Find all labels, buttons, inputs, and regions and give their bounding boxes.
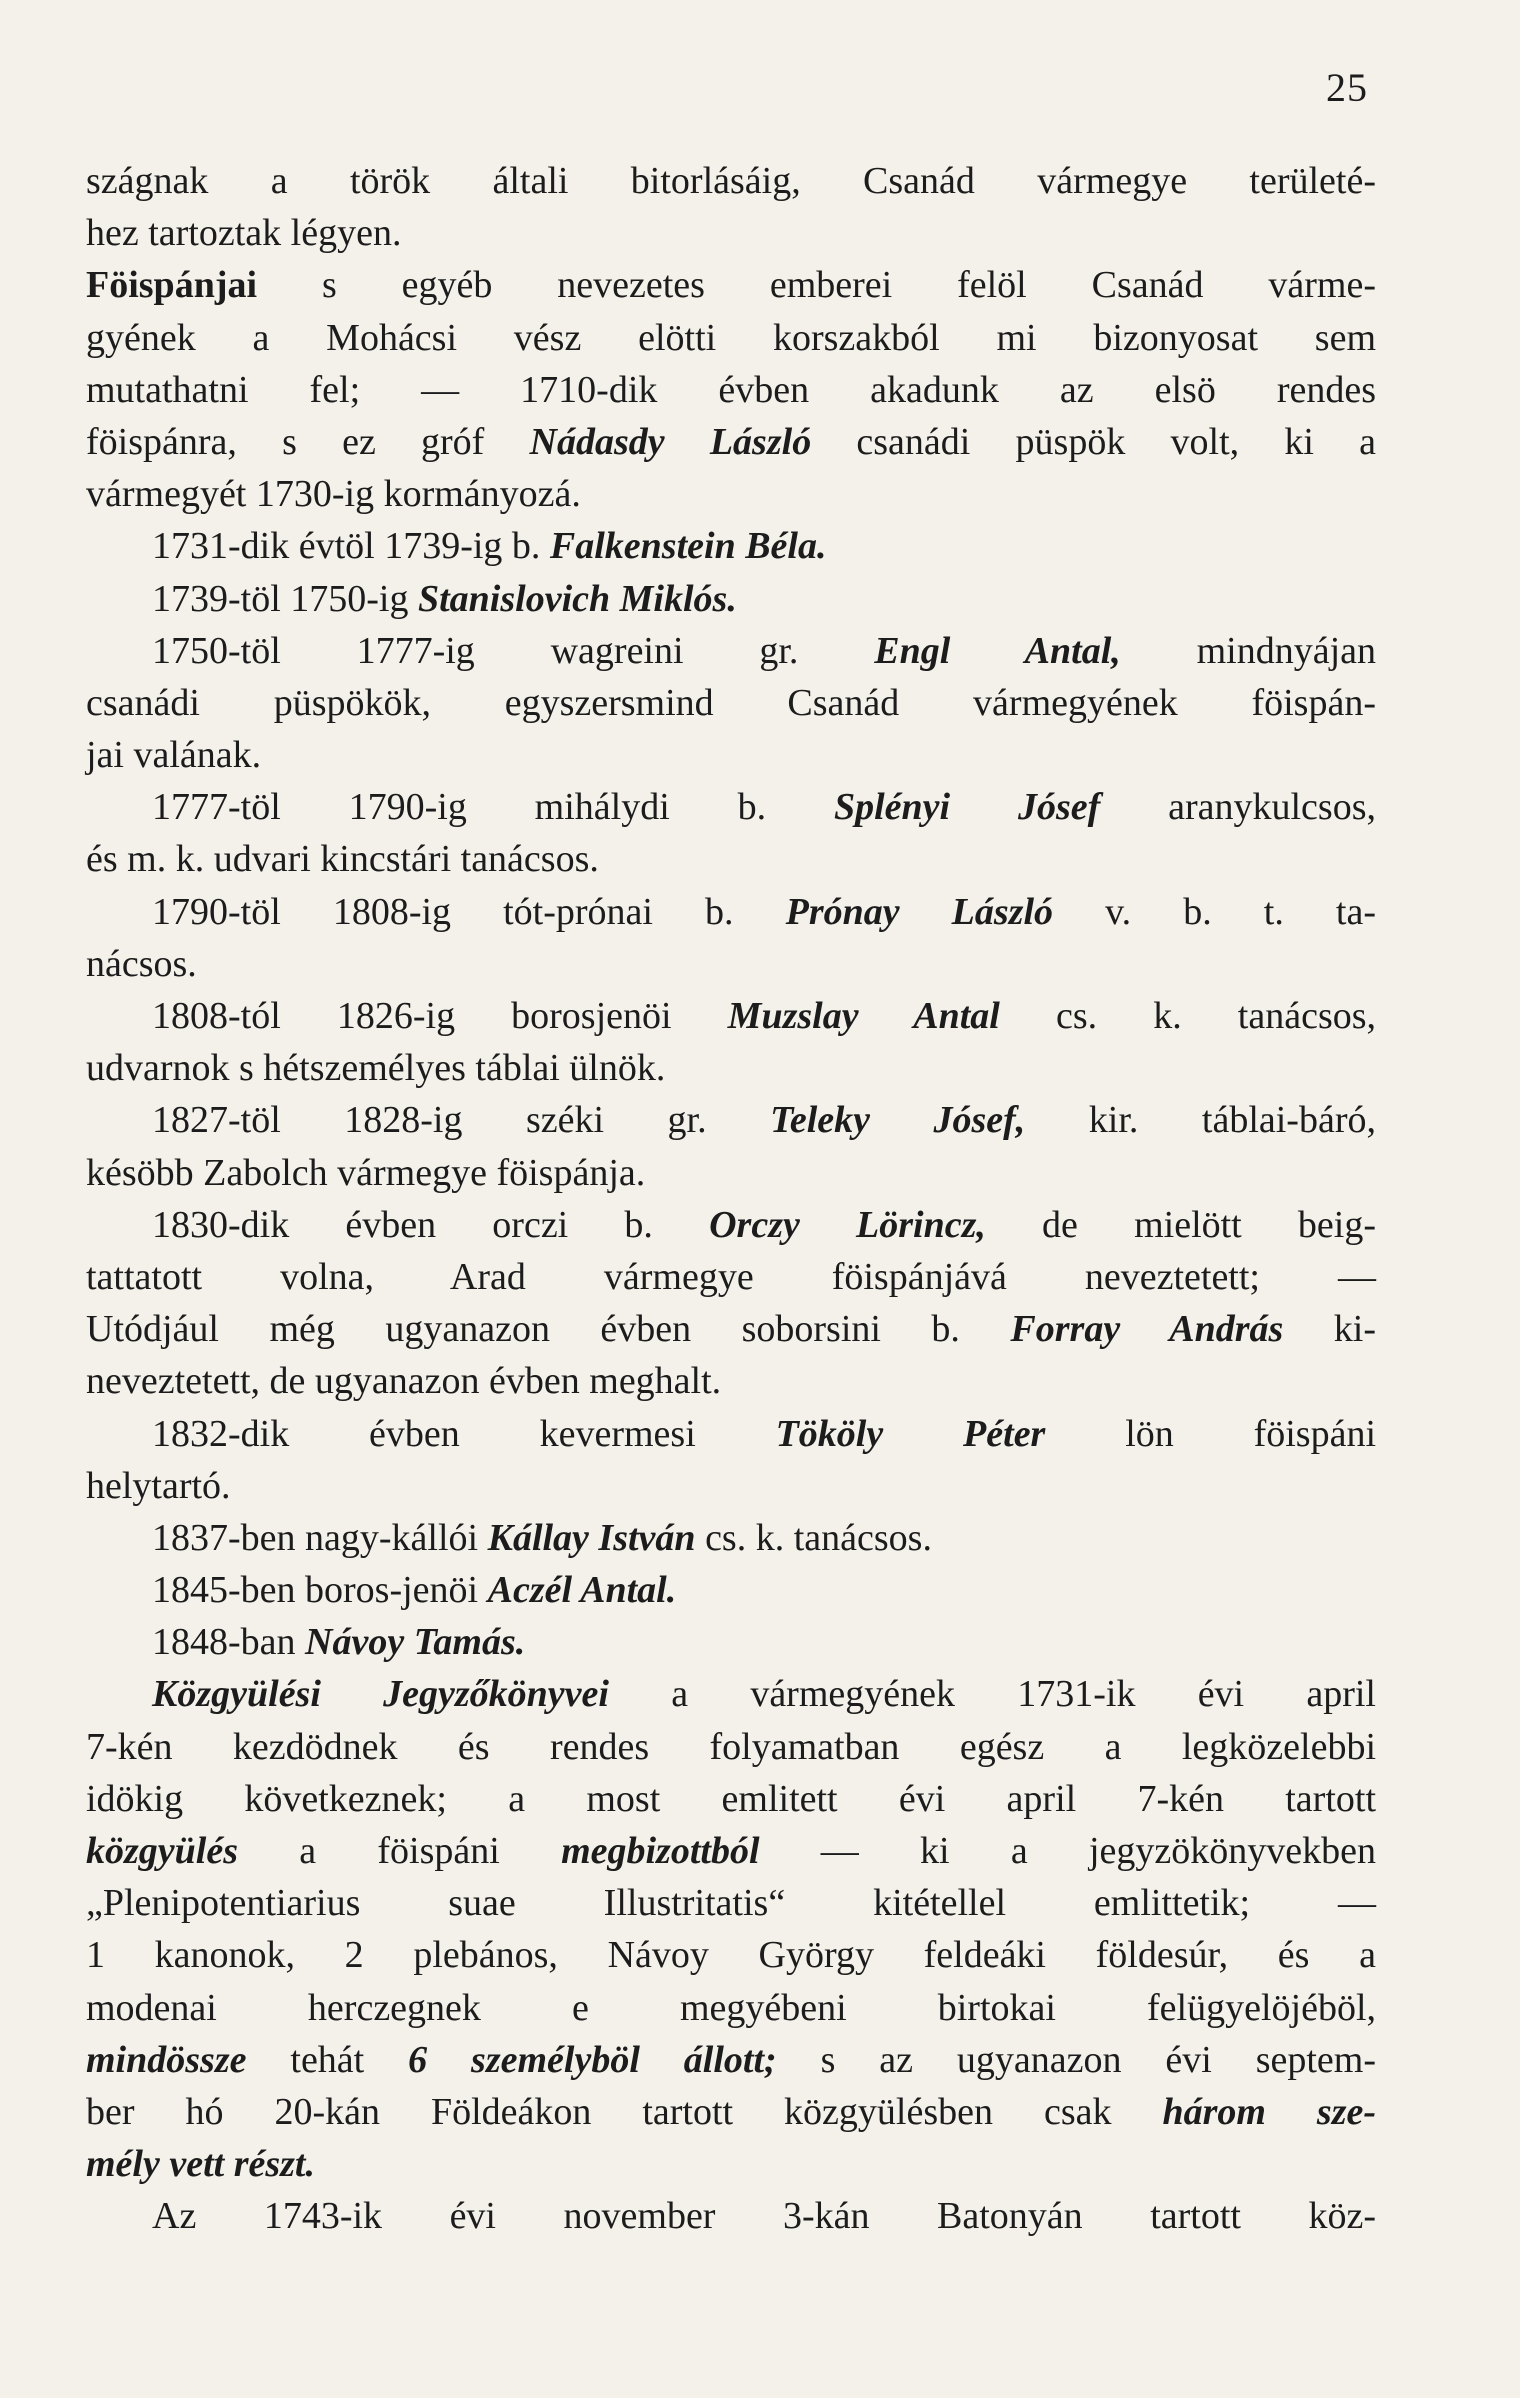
text-run: csanádi püspökök, egyszersmind Csanád vármegyének föispán- — [86, 681, 1376, 724]
emphasized-text: Splényi Jósef — [833, 786, 1101, 829]
emphasized-text: Föispánjai — [86, 264, 258, 307]
text-run: v. b. t. ta- — [1053, 890, 1376, 933]
emphasized-text: Forray András — [1010, 1308, 1284, 1351]
text-line — [86, 468, 1376, 520]
text-line — [86, 1982, 1376, 2034]
text-line — [86, 1929, 1376, 1981]
text-run: hez tartoztak légyen. — [86, 212, 402, 255]
text-run: mindnyájan — [1120, 629, 1376, 672]
text-run: s egyéb nevezetes emberei felöl Csanád várme- — [257, 264, 1376, 307]
text-line — [86, 312, 1376, 364]
text-run: modenai herczegnek e megyébeni birtokai felügyelöjéböl, — [86, 1986, 1376, 2029]
text-line — [86, 1147, 1376, 1199]
emphasized-text: Prónay László — [785, 890, 1054, 933]
text-line — [86, 1355, 1376, 1407]
emphasized-text: megbizottból — [561, 1830, 760, 1872]
text-run: idökig következnek; a most emlitett évi april 7-kén tartott — [86, 1777, 1376, 1820]
text-run: szágnak a török általi bitorlásáig, Csanád vármegye területé- — [86, 160, 1376, 202]
text-line — [86, 1616, 1376, 1668]
text-run: késöbb Zabolch vármegye föispánja. — [86, 1151, 646, 1194]
text-line — [86, 155, 1376, 207]
text-run: 1808-tól 1826-ig borosjenöi — [152, 995, 728, 1037]
emphasized-text: közgyülés — [86, 1830, 238, 1872]
text-run: nácsos. — [86, 942, 197, 985]
text-run: lön föispáni — [1045, 1412, 1376, 1455]
text-run: tattatott volna, Arad vármegye föispánjává neveztetett; — — [86, 1255, 1376, 1298]
text-line — [86, 1042, 1376, 1094]
text-line — [86, 1408, 1376, 1460]
text-run: a vármegyének 1731-ik évi april — [608, 1673, 1376, 1716]
page-number: 25 — [1326, 65, 1368, 110]
text-run: 1739-töl 1750-ig — [152, 577, 418, 620]
text-line — [86, 938, 1376, 990]
text-run: 7-kén kezdödnek és rendes folyamatban egész a legközelebbi — [86, 1725, 1376, 1768]
text-run: Az 1743-ik évi november 3-kán Batonyán tartott köz- — [152, 2195, 1376, 2238]
text-run: 1731-dik évtöl 1739-ig b. — [152, 525, 550, 568]
text-line — [86, 1877, 1376, 1929]
text-run: aranykulcsos, — [1100, 786, 1377, 829]
text-run: jai valának. — [86, 734, 262, 777]
text-line — [86, 625, 1376, 677]
text-line — [86, 416, 1376, 468]
text-run: kir. táblai-báró, — [1025, 1099, 1376, 1142]
emphasized-text: Közgyülési Jegyzőkönyvei — [152, 1673, 609, 1716]
text-run: cs. k. tanácsos, — [999, 995, 1377, 1037]
text-run: helytartó. — [86, 1464, 231, 1507]
emphasized-text: Muzslay Antal — [727, 995, 1000, 1037]
text-run: s az ugyanazon évi septem- — [776, 2038, 1376, 2081]
text-line — [86, 259, 1376, 311]
text-run: udvarnok s hétszemélyes táblai ülnök. — [86, 1047, 666, 1090]
text-line — [86, 990, 1376, 1042]
emphasized-text: Tököly Péter — [775, 1412, 1046, 1455]
emphasized-text: Návoy Tamás. — [305, 1621, 526, 1664]
emphasized-text: Aczél Antal. — [487, 1569, 677, 1612]
text-run: vármegyét 1730-ig kormányozá. — [86, 473, 581, 516]
text-run: de mielött beig- — [985, 1203, 1376, 1246]
text-line — [86, 2138, 1376, 2190]
text-line — [86, 2086, 1376, 2138]
text-run: „Plenipotentiarius suae Illustritatis“ kitétellel emlittetik; — — [86, 1882, 1376, 1925]
text-line — [86, 1773, 1376, 1825]
text-line — [86, 2190, 1376, 2242]
emphasized-text: mindössze — [86, 2038, 247, 2081]
text-run: tehát — [246, 2038, 409, 2081]
text-line — [86, 364, 1376, 416]
emphasized-text: Falkenstein Béla. — [549, 525, 827, 568]
text-line — [86, 1825, 1376, 1877]
emphasized-text: Engl Antal, — [874, 629, 1121, 672]
text-run: 1 kanonok, 2 plebános, Návoy György feldeáki földesúr, és a — [86, 1934, 1376, 1977]
emphasized-text: 6 személyböl állott; — [408, 2038, 777, 2081]
text-run: csanádi püspök volt, ki a — [811, 420, 1376, 463]
text-run: mutathatni fel; — 1710-dik évben akadunk az elsö rendes — [86, 368, 1376, 411]
text-line — [86, 1668, 1376, 1720]
text-line — [86, 1251, 1376, 1303]
text-run: Utódjául még ugyanazon évben soborsini b. — [86, 1308, 1011, 1351]
emphasized-text: három sze- — [1162, 2090, 1376, 2133]
text-run: 1777-töl 1790-ig mihálydi b. — [152, 786, 834, 829]
text-run: 1830-dik évben orczi b. — [152, 1203, 710, 1246]
text-run: — ki a jegyzökönyvekben — [759, 1830, 1376, 1872]
emphasized-text: Kállay István — [487, 1516, 696, 1559]
text-line — [86, 207, 1376, 259]
text-run: föispánra, s ez gróf — [86, 420, 530, 463]
text-line — [86, 1564, 1376, 1616]
text-run: 1832-dik évben kevermesi — [152, 1412, 776, 1455]
text-line — [86, 520, 1376, 572]
text-line — [86, 1460, 1376, 1512]
text-line — [86, 1512, 1376, 1564]
emphasized-text: Teleky Jósef, — [770, 1099, 1026, 1142]
text-run: cs. k. tanácsos. — [695, 1516, 932, 1559]
text-run: ki- — [1283, 1308, 1376, 1351]
emphasized-text: Nádasdy László — [529, 420, 812, 463]
text-line — [86, 677, 1376, 729]
text-line — [86, 1303, 1376, 1355]
emphasized-text: Orczy Lörincz, — [709, 1203, 986, 1246]
text-line — [86, 1199, 1376, 1251]
emphasized-text: mély vett részt. — [86, 2143, 315, 2186]
text-line — [86, 1721, 1376, 1773]
text-run: 1837-ben nagy-kállói — [152, 1516, 488, 1559]
text-line — [86, 573, 1376, 625]
text-line — [86, 833, 1376, 885]
text-line — [86, 729, 1376, 781]
body-text — [86, 155, 1376, 2243]
text-run: 1790-töl 1808-ig tót-prónai b. — [152, 890, 786, 933]
emphasized-text: Stanislovich Miklós. — [417, 577, 737, 620]
text-run: ber hó 20-kán Földeákon tartott közgyülésben csak — [86, 2090, 1163, 2133]
text-run: és m. k. udvari kincstári tanácsos. — [86, 838, 599, 881]
text-run: 1845-ben boros-jenöi — [152, 1569, 488, 1612]
text-line — [86, 781, 1376, 833]
text-run: gyének a Mohácsi vész elötti korszakból mi bizonyosat sem — [86, 316, 1376, 359]
text-run: a föispáni — [238, 1830, 562, 1872]
text-line — [86, 2034, 1376, 2086]
text-run: 1750-töl 1777-ig wagreini gr. — [152, 629, 875, 672]
text-run: neveztetett, de ugyanazon évben meghalt. — [86, 1360, 722, 1403]
text-run: 1848-ban — [152, 1621, 306, 1664]
text-line — [86, 886, 1376, 938]
text-line — [86, 1094, 1376, 1146]
text-run: 1827-töl 1828-ig széki gr. — [152, 1099, 771, 1142]
